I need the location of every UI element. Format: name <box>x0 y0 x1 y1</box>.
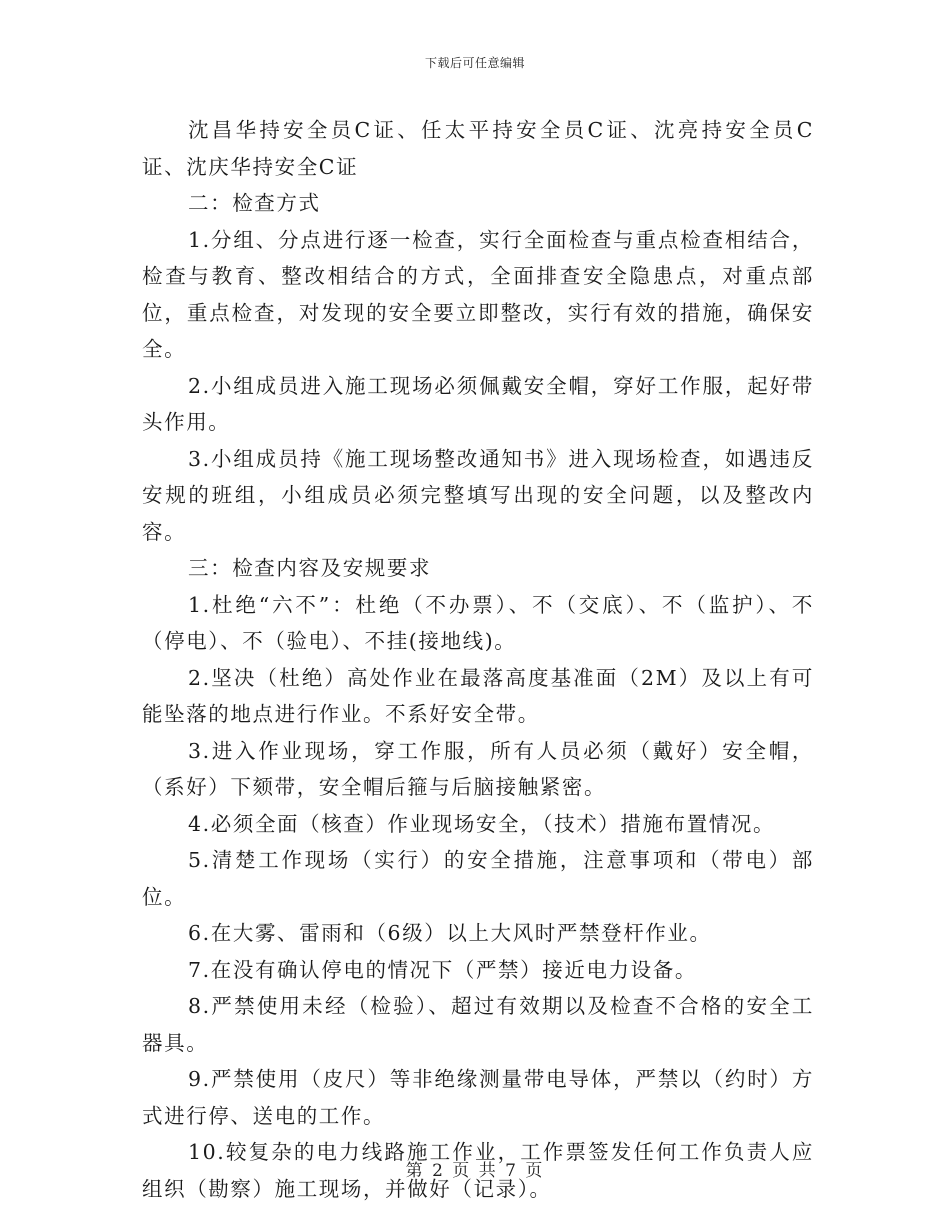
paragraph-rule-9: 9.严禁使用（皮尺）等非绝缘测量带电导体，严禁以（约时）方式进行停、送电的工作。 <box>142 1067 814 1128</box>
page-number: 第 2 页 共 7 页 <box>405 1161 545 1181</box>
section-heading-inspection-content: 三：检查内容及安规要求 <box>188 556 432 580</box>
paragraph-method-3: 3.小组成员持《施工现场整改通知书》进入现场检查，如遇违反安规的班组，小组成员必须完整填写出现的安全问题，以及整改内容。 <box>142 446 814 544</box>
paragraph-certificates: 沈昌华持安全员C证、任太平持安全员C证、沈亮持安全员C证、沈庆华持安全C证 <box>142 118 814 179</box>
paragraph-rule-6: 6.在大雾、雷雨和（6级）以上大风时严禁登杆作业。 <box>188 921 712 945</box>
paragraph-rule-2: 2.坚决（杜绝）高处作业在最落高度基准面（2M）及以上有可能坠落的地点进行作业。不系好安全带。 <box>142 665 814 726</box>
paragraph-rule-3: 3.进入作业现场，穿工作服，所有人员必须（戴好）安全帽，（系好）下颏带，安全帽后箍与后脑接触紧密。 <box>142 738 814 799</box>
paragraph-rule-8: 8.严禁使用未经（检验）、超过有效期以及检查不合格的安全工器具。 <box>142 994 814 1055</box>
section-heading-inspection-method: 二：检查方式 <box>188 191 321 215</box>
paragraph-method-1: 1.分组、分点进行逐一检查，实行全面检查与重点检查相结合，检查与教育、整改相结合的方式，全面排查安全隐患点，对重点部位，重点检查，对发现的安全要立即整改，实行有效的措施，确保安全。 <box>142 227 814 361</box>
paragraph-method-2: 2.小组成员进入施工现场必须佩戴安全帽，穿好工作服，起好带头作用。 <box>142 373 814 434</box>
paragraph-rule-5: 5.清楚工作现场（实行）的安全措施，注意事项和（带电）部位。 <box>142 848 814 909</box>
document-body <box>142 112 814 1207</box>
page-header-note: 下载后可任意编辑 <box>424 56 525 70</box>
paragraph-rule-10: 10.较复杂的电力线路施工作业，工作票签发任何工作负责人应组织（勘察）施工现场，并做好（记录）。 <box>142 1140 814 1201</box>
paragraph-rule-4: 4.必须全面（核查）作业现场安全，（技术）措施布置情况。 <box>188 811 776 836</box>
paragraph-rule-1: 1.杜绝“六不”：杜绝（不办票）、不（交底）、不（监护）、不（停电）、不（验电）、不挂(接地线)。 <box>142 592 814 653</box>
paragraph-rule-7: 7.在没有确认停电的情况下（严禁）接近电力设备。 <box>188 957 697 982</box>
